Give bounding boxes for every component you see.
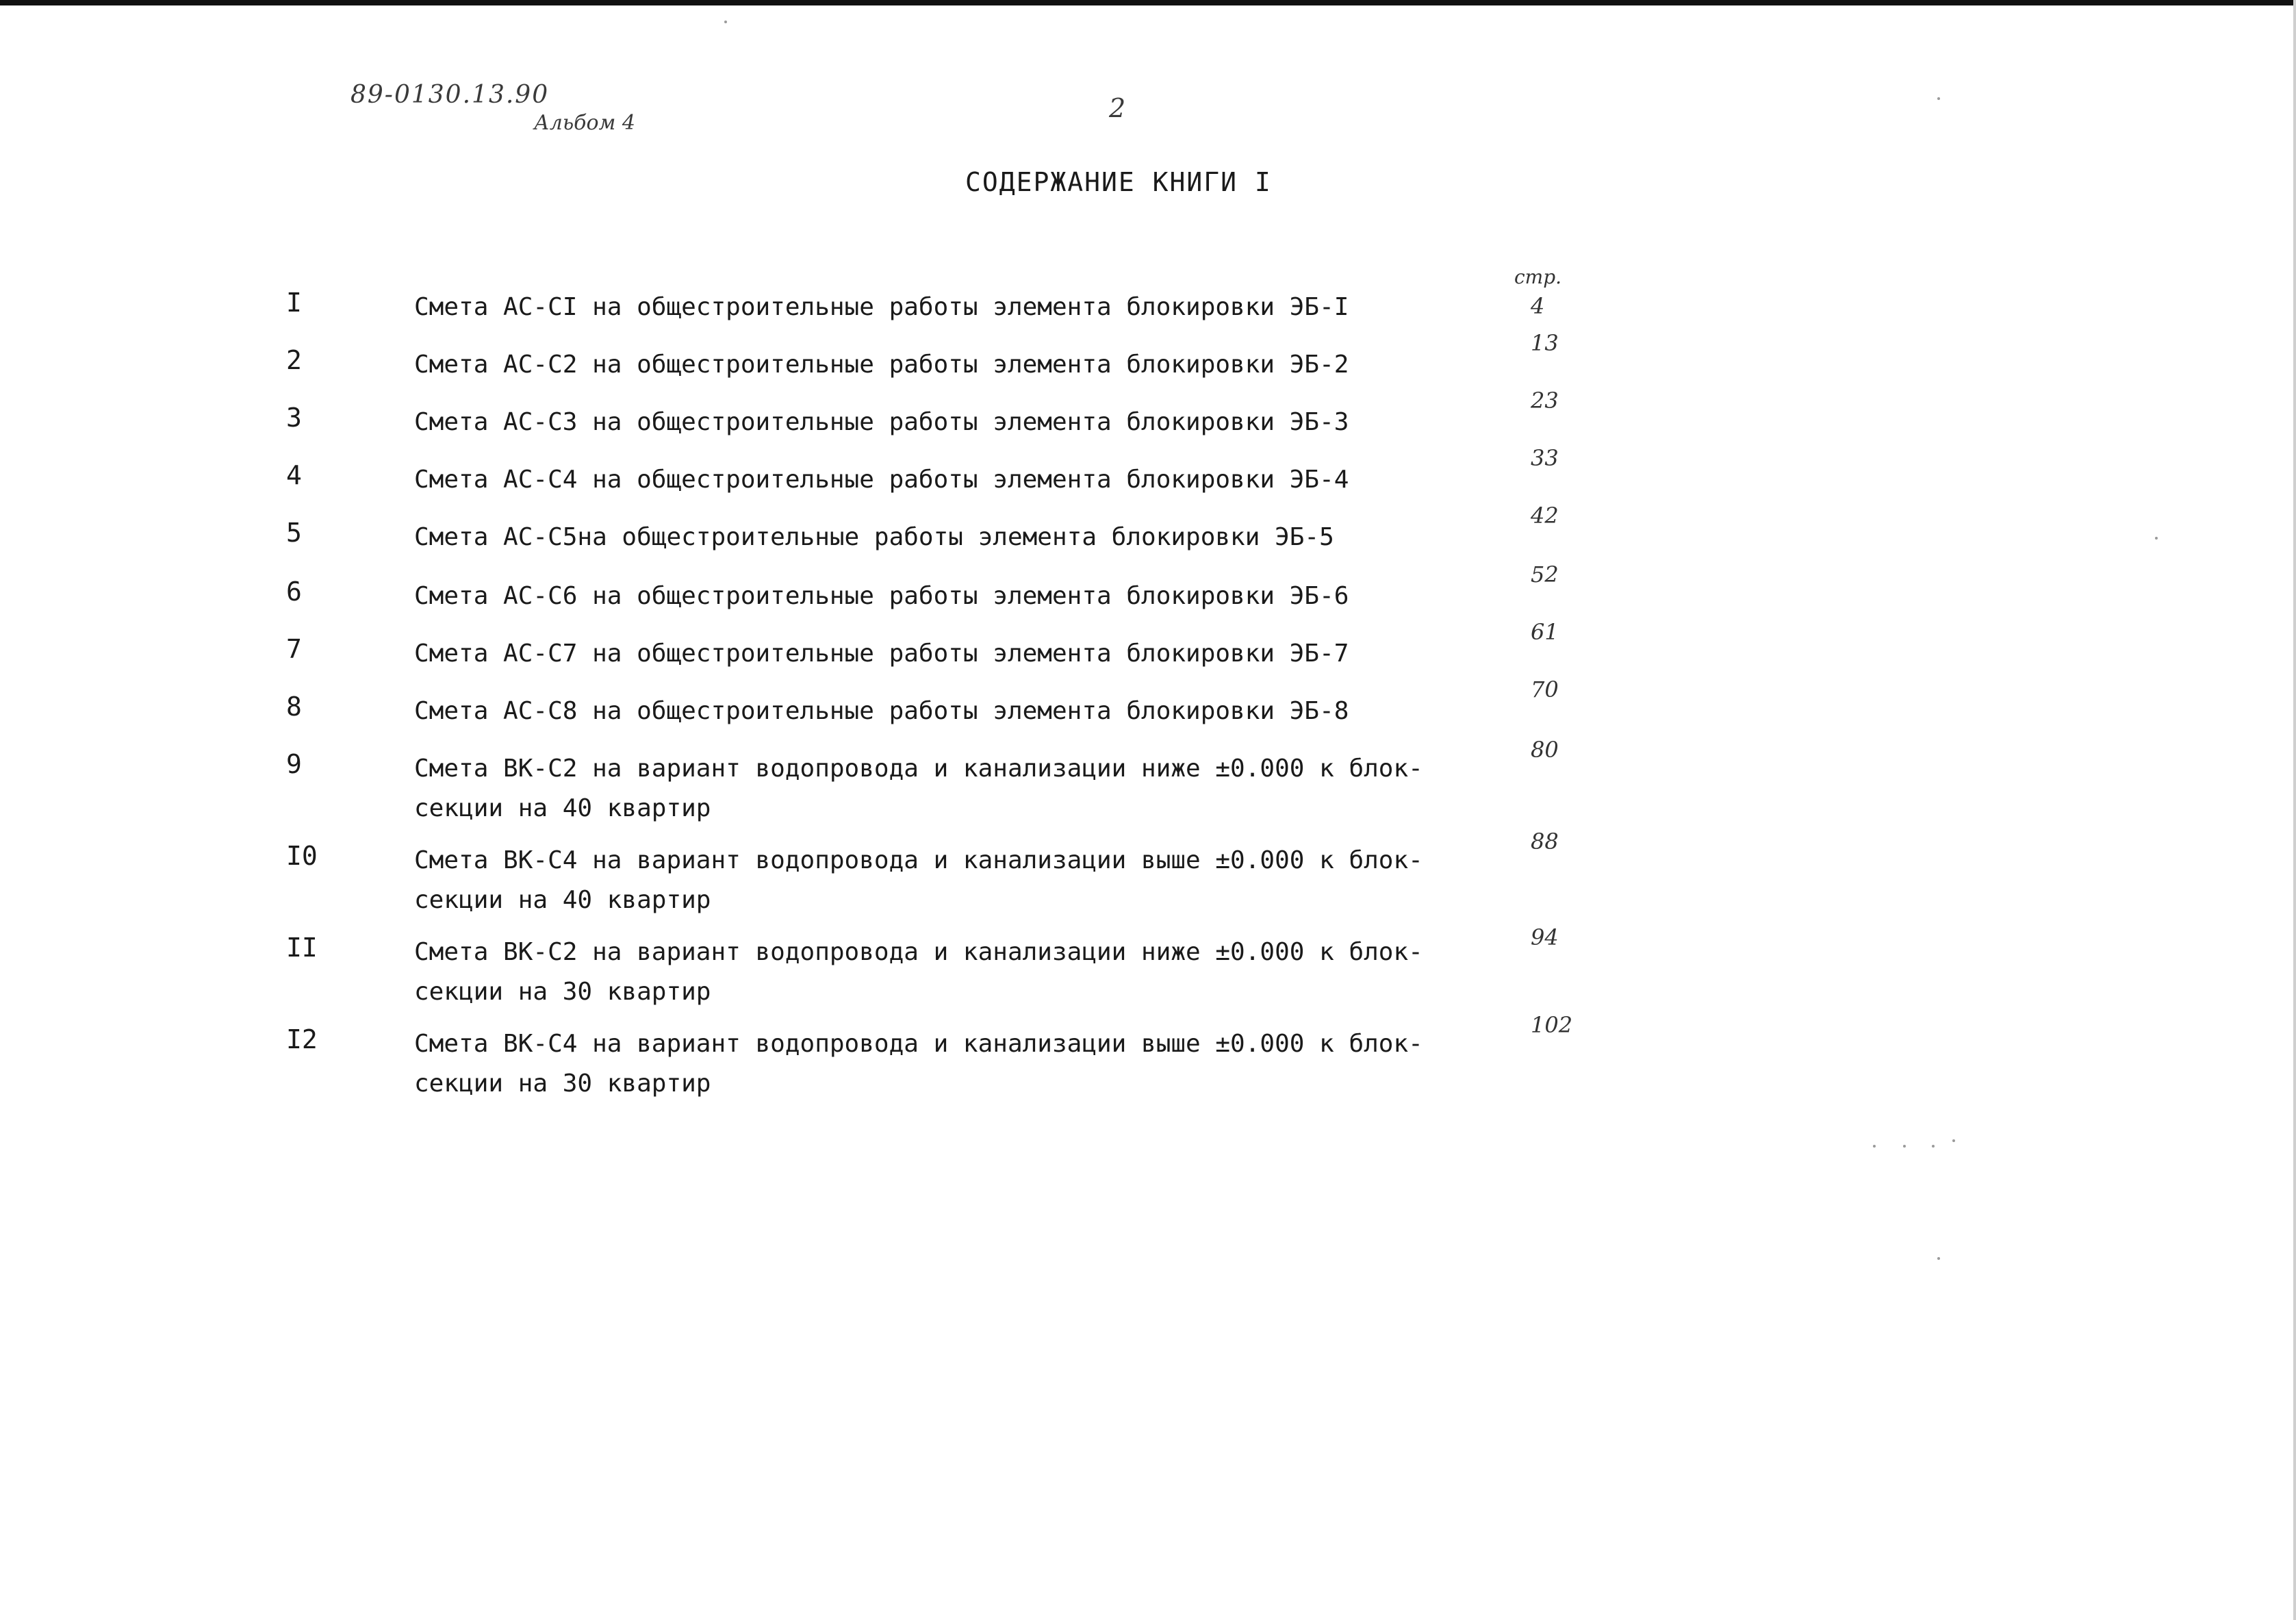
entry-number: 4: [286, 460, 302, 490]
scan-speck: [1903, 1145, 1906, 1148]
entry-page: 52: [1531, 561, 1559, 587]
entry-text: [414, 692, 1349, 731]
entry-number: 8: [286, 692, 302, 722]
scan-speck: [1937, 1257, 1940, 1260]
entry-number: 6: [286, 577, 302, 607]
entry-line-1: Смета ВК-С2 на вариант водопровода и канализации ниже ±0.000 к блок-: [414, 938, 1423, 966]
contents-title: СОДЕРЖАНИЕ КНИГИ I: [965, 167, 1272, 197]
entry-page: 33: [1531, 445, 1559, 471]
entry-text: [414, 518, 1334, 557]
entry-text: [414, 933, 1423, 1012]
document-code: 89-0130.13.90: [350, 81, 550, 109]
entry-page: 88: [1531, 828, 1559, 855]
page-column-header: стр.: [1514, 266, 1562, 288]
scan-speck: [1873, 1145, 1876, 1148]
entry-line-2: секции на 30 квартир: [414, 978, 711, 1006]
entry-line-1: Смета ВК-С2 на вариант водопровода и канализации ниже ±0.000 к блок-: [414, 755, 1423, 783]
page-number: 2: [1109, 93, 1126, 123]
entry-page: 94: [1531, 924, 1559, 950]
entry-line-2: секции на 40 квартир: [414, 794, 711, 822]
entry-text: [414, 288, 1349, 327]
entry-line-2: секции на 40 квартир: [414, 886, 711, 914]
entry-number: II: [286, 933, 318, 963]
entry-line-1: Смета АС-С5на общестроительные работы элемента блокировки ЭБ-5: [414, 523, 1334, 551]
scan-speck: [2155, 537, 2158, 540]
entry-line-1: Смета ВК-С4 на вариант водопровода и канализации выше ±0.000 к блок-: [414, 846, 1423, 874]
entry-text: [414, 345, 1349, 385]
entry-number: 5: [286, 518, 302, 548]
scan-speck: [1932, 1145, 1935, 1148]
entry-number: 3: [286, 403, 302, 433]
entry-text: [414, 577, 1349, 616]
entry-page: 80: [1531, 737, 1559, 763]
entry-number: 9: [286, 749, 302, 779]
entry-line-1: Смета АС-СI на общестроительные работы элемента блокировки ЭБ-I: [414, 293, 1349, 321]
scan-speck: [1952, 1139, 1955, 1142]
entry-page: 70: [1531, 676, 1559, 703]
entry-line-2: секции на 30 квартир: [414, 1070, 711, 1098]
entry-page: 42: [1531, 503, 1559, 529]
scan-speck: [1937, 97, 1940, 100]
album-note: Альбом 4: [534, 111, 636, 135]
entry-page: 102: [1531, 1012, 1573, 1038]
entry-line-1: Смета АС-С4 на общестроительные работы элемента блокировки ЭБ-4: [414, 466, 1349, 494]
entry-page: 23: [1531, 388, 1559, 414]
entry-number: 7: [286, 634, 302, 664]
entry-number: I0: [286, 841, 318, 871]
entry-text: [414, 634, 1349, 674]
entry-line-1: Смета ВК-С4 на вариант водопровода и канализации выше ±0.000 к блок-: [414, 1030, 1423, 1058]
entry-page: 13: [1531, 330, 1559, 356]
entry-text: [414, 749, 1423, 828]
entry-line-1: Смета АС-С3 на общестроительные работы элемента блокировки ЭБ-3: [414, 408, 1349, 436]
entry-line-1: Смета АС-С8 на общестроительные работы элемента блокировки ЭБ-8: [414, 697, 1349, 725]
entry-number: 2: [286, 345, 302, 375]
entry-text: [414, 460, 1349, 500]
entry-text: [414, 1024, 1423, 1104]
entry-line-1: Смета АС-С2 на общестроительные работы элемента блокировки ЭБ-2: [414, 351, 1349, 379]
scan-right-edge: [2293, 0, 2296, 1620]
entry-page: 4: [1531, 293, 1545, 319]
entry-page: 61: [1531, 619, 1559, 645]
entry-number: I: [286, 288, 302, 318]
entry-line-1: Смета АС-С7 на общестроительные работы элемента блокировки ЭБ-7: [414, 640, 1349, 668]
scan-top-edge: [0, 0, 2296, 5]
entry-number: I2: [286, 1024, 318, 1054]
entry-text: [414, 403, 1349, 442]
entry-line-1: Смета АС-С6 на общестроительные работы элемента блокировки ЭБ-6: [414, 582, 1349, 610]
entry-text: [414, 841, 1423, 920]
scan-speck: [724, 21, 727, 23]
